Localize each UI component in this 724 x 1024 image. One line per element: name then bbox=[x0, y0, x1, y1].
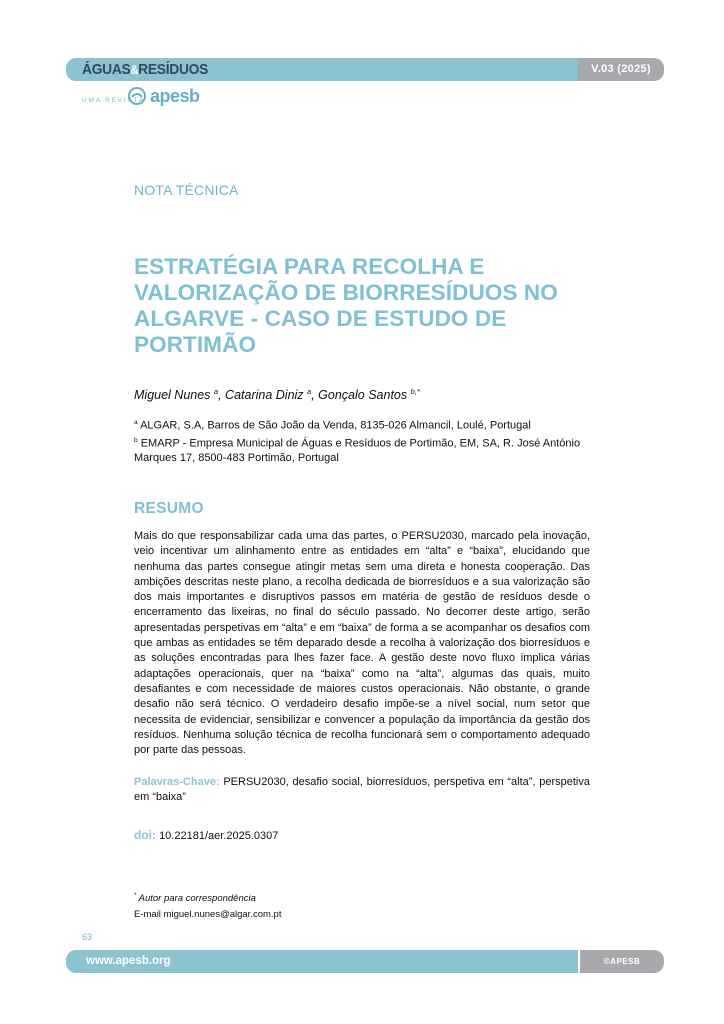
publisher-logo-text: apesb bbox=[150, 86, 200, 106]
doi-label: doi: bbox=[134, 828, 156, 842]
brand-part1: ÁGUAS bbox=[82, 61, 131, 78]
article-title: ESTRATÉGIA PARA RECOLHA E VALORIZAÇÃO DE BIORRESÍDUOS NO ALGARVE - CASO DE ESTUDO DE PORTIMÃO bbox=[134, 254, 558, 357]
brand-amp: & bbox=[130, 63, 139, 77]
corresponding-mark: * bbox=[134, 893, 137, 899]
author-name: Miguel Nunes bbox=[134, 388, 211, 403]
affiliation-mark: b bbox=[134, 437, 138, 444]
abstract-text: Mais do que responsabilizar cada uma das partes, o PERSU2030, marcado pela inovação, veio incentivar um alinhamento entre as entidades em “alta” e “baixa”, elucidando que nenhuma das partes consegue atingir metas sem uma direta e honesta cooperação. Das ambições descritas neste plano, a recolha dedicada de biorresíduos e a sua valorização são dos mais importantes e disruptivos passos em matéria de gestão de resíduos desde o encerramento das lixeiras, no final do século passado. No decorrer deste artigo, serão apresentadas perspetivas em “alta” e em “baixa” de forma a se acompanhar os desafios com que ambas as entidades se têm deparado desde a recolha à valorização dos biorresíduos e as soluções encontradas para lhes fazer face. A gestão deste novo fluxo implica várias adaptações operacionais, quer na “baixa” como na “alta”, algumas das quais, muito desafiantes e com necessidade de maiores custos operacionais. Não obstante, o grande desafio não será técnico. O verdadeiro desafio impõe-se a nível social, num setor que necessita de evidenciar, sensibilizar e convencer a população da importância da gestão dos resíduos. Nenhuma solução técnica de recolha funcionará sem o comportamento adequado por parte das pessoas. bbox=[134, 530, 590, 757]
author-list: Miguel Nunes $^a$, Catarina Diniz $^a$, Gonçalo Santos $^{b,*}$ bbox=[134, 387, 420, 403]
doi-value[interactable]: 10.22181/aer.2025.0307 bbox=[159, 830, 279, 842]
author-affil-mark: a bbox=[213, 387, 219, 396]
affiliation-text: ALGAR, S.A, Barros de São João da Venda, 8135-026 Almancil, Loulé, Portugal bbox=[140, 419, 531, 432]
footer-url-link[interactable]: www.apesb.org bbox=[86, 955, 171, 967]
footer-copyright: ©APESB bbox=[580, 950, 664, 973]
author-name: Gonçalo Santos bbox=[318, 388, 408, 403]
keywords-text: PERSU2030, desafio social, biorresíduos, perspetiva em “alta”, perspetiva em “baixa” bbox=[134, 776, 590, 804]
keywords bbox=[134, 775, 590, 806]
brand-part2: RESÍDUOS bbox=[138, 61, 209, 78]
affiliation-mark: a bbox=[134, 419, 138, 426]
keywords-label: Palavras-Chave: bbox=[134, 776, 220, 788]
affiliation-b bbox=[134, 434, 604, 466]
abstract-heading: RESUMO bbox=[134, 500, 204, 517]
affiliation-a bbox=[134, 416, 604, 433]
author-affil-mark: a bbox=[307, 387, 312, 396]
section-label: NOTA TÉCNICA bbox=[134, 182, 239, 198]
journal-logo bbox=[82, 60, 208, 80]
affiliation-text: EMARP - Empresa Municipal de Águas e Resíduos de Portimão, EM, SA, R. José António Marques 17, 8500-483 Portimão, Portugal bbox=[134, 437, 581, 465]
corresponding-note bbox=[134, 893, 256, 904]
corresponding-label: Autor para correspondência bbox=[138, 893, 256, 905]
volume-badge: V.03 (2025) bbox=[578, 58, 664, 81]
author-name: Catarina Diniz bbox=[225, 388, 304, 403]
apesb-logo-icon bbox=[128, 87, 146, 105]
tagline: UMA REVISTA bbox=[82, 97, 146, 104]
doi bbox=[134, 828, 278, 842]
corresponding-email: E-mail miguel.nunes@algar.com.pt bbox=[134, 909, 282, 920]
page-number: 63 bbox=[82, 932, 93, 942]
author-affil-mark: b,* bbox=[410, 387, 420, 396]
